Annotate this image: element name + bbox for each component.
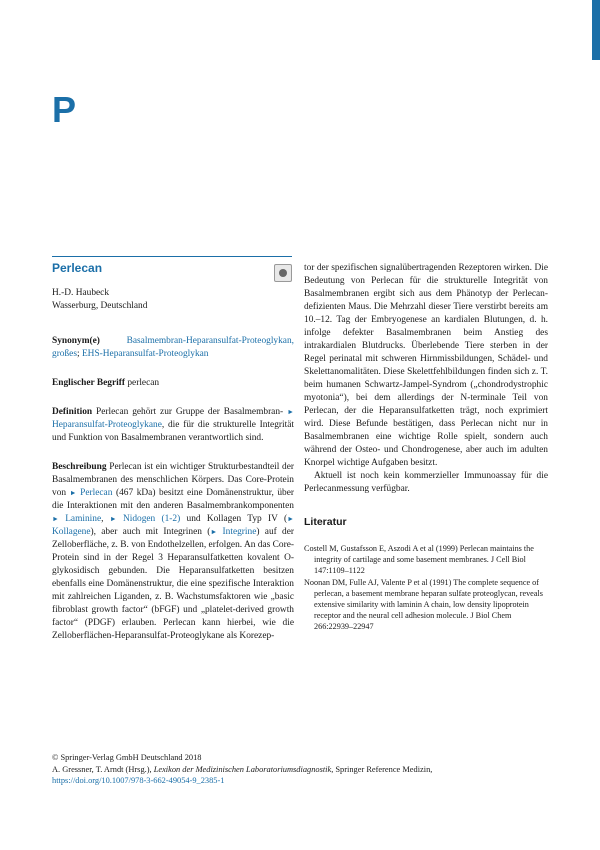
definition-paragraph [52, 406, 294, 445]
description-text-2: (467 kDa) besitzt eine Domänenstruktur, über die Interaktionen mit den anderen Basalmembrankomponenten [52, 488, 295, 511]
synonym-link-2[interactable]: EHS-Heparansulfat-Proteoglykan [81, 349, 209, 359]
reference-item: Costell M, Gustafsson E, Aszodi A et al (1999) Perlecan maintains the integrity of cartilage and some basement membranes. J Cell Biol 147:1109–1122 [304, 544, 534, 575]
description-text-4: und Kollagen Typ IV ( [186, 514, 288, 524]
page-footer [52, 752, 552, 787]
left-column [52, 262, 294, 643]
link-nidogen[interactable]: Nidogen (1-2) [122, 514, 181, 524]
citation-title: Lexikon der Medizinischen Laboratoriumsdiagnostik [153, 764, 332, 774]
literature-heading: Literatur [304, 516, 347, 528]
doi-link[interactable]: https://doi.org/10.1007/978-3-662-49054-9_2385-1 [52, 776, 225, 785]
reference-item: Noonan DM, Fulle AJ, Valente P et al (1991) The complete sequence of perlecan, a basement membrane heparan sulfate proteoglycan, reveals extensive similarity with laminin A chain, low density lipoprotein receptor and the neural cell adhesion molecule. J Biol Chem 266:22939–22947 [304, 578, 543, 631]
page-edge-accent [592, 0, 600, 60]
copyright-line: © Springer-Verlag GmbH Deutschland 2018 [52, 753, 202, 762]
entry-title: Perlecan [52, 261, 103, 275]
arrow-icon: ► [287, 515, 295, 523]
synonym-separator: ; [77, 349, 82, 359]
synonyms-paragraph [52, 335, 294, 361]
citation-prefix: A. Gressner, T. Arndt (Hrsg.), [52, 764, 154, 774]
synonyms-label: Synonym(e) [52, 336, 100, 346]
arrow-icon: ► [69, 489, 77, 497]
citation-suffix: , Springer Reference Medizin, [331, 764, 433, 774]
link-integrine[interactable]: Integrine [222, 527, 257, 537]
english-term-value: perlecan [127, 378, 160, 388]
reference-book-icon[interactable] [274, 264, 292, 282]
author-place: Wasserburg, Deutschland [52, 301, 148, 311]
author-name: H.-D. Haubeck [52, 288, 110, 298]
arrow-icon: ► [52, 515, 59, 523]
citation-line [52, 764, 552, 776]
right-column [304, 262, 548, 633]
link-laminine[interactable]: Laminine [65, 514, 102, 524]
definition-link[interactable]: Heparansulfat-Proteoglykane [52, 420, 162, 430]
definition-label: Definition [52, 407, 93, 417]
description-text-5: ), aber auch mit Integrinen ( [90, 527, 211, 537]
arrow-icon: ► [210, 528, 218, 536]
link-kollagene[interactable]: Kollagene [52, 527, 91, 537]
description-text-3: , [101, 514, 104, 524]
link-perlecan[interactable]: Perlecan [80, 488, 113, 498]
title-rule [52, 256, 292, 257]
description-text-1: Perlecan ist ein wichtiger Strukturbestandteil der Basalmembranen des menschlichen Körpers. Das Core-Protein von [52, 462, 294, 498]
closing-paragraph: Aktuell ist noch kein kommerzieller Immunoassay für die Perlecanmessung verfügbar. [304, 471, 548, 494]
description-text-6: ) auf der Zelloberfläche, z. B. von Endothelzellen, erfolgen. An das Core-Protein sind in der Regel 3 Heparansulfatketten kovalent O-glykosidisch gebunden. Die Heparansulfatketten besitzen ebenfalls eine Domänenstruktur, die eine spezifische Interaktion mit zahlreichen Liganden, z. B. Wachstumsfaktoren wie „basic fibroblast growth factor“ (bFGF) und „platelet-derived growth factor“ (PDGF) erlauben. Perlecan kann hierbei, wie die Zelloberflächen-Heparansulfat-Proteoglykane als Korezep- [52, 527, 294, 641]
arrow-icon: ► [287, 408, 295, 416]
section-letter: P [52, 89, 77, 130]
english-term-label: Englischer Begriff [52, 378, 125, 388]
definition-text-2: , die für die strukturelle Integrität und Funktion von Basalmembranen verantwortlich sind. [52, 420, 294, 443]
definition-text-1: Perlecan gehört zur Gruppe der Basalmembran- [96, 407, 284, 417]
description-label: Beschreibung [52, 462, 107, 472]
description-continuation: tor der spezifischen signalübertragenden Rezeptoren wirken. Die Bedeutung von Perlecan für die strukturelle Integrität von Basalmembranen ergibt sich aus dem Phänotyp der Perlecan-defizienten Maus. Die Mehrzahl dieser Tiere verstirbt bereits am 10.–12. Tag der Embryogenese an kardialen Blutungen, d. h. infolge defekter Basalmembranen beim Anstieg des intrakardialen Blutdrucks. Überlebende Tiere sterben in der Regel perinatal mit schweren Hirnmissbildungen, Schädel- und Skelettanomalitäten. Diese Skelettfehlbildungen finden sich z. T. beim humanen Schwartz-Jampel-Syndrom („chondrodystrophic myotonia“), bei dem allerdings der N-terminale Teil von Perlecan, der die Heparansulfatketten trägt, noch exprimiert wird. Diese Befunde bestätigen, dass Perlecan nicht nur in Basalmembranen eine wichtige Rolle spielt, sondern auch während der Osteo- und Chondrogenese, aber auch im adulten Knorpel wichtige Aufgaben besitzt. [304, 263, 548, 468]
synonym-link-1[interactable]: Basalmembran-Heparansulfat-Proteoglykan, großes [52, 336, 294, 359]
arrow-icon: ► [109, 515, 117, 523]
description-paragraph [52, 461, 294, 643]
english-term-paragraph [52, 377, 294, 390]
